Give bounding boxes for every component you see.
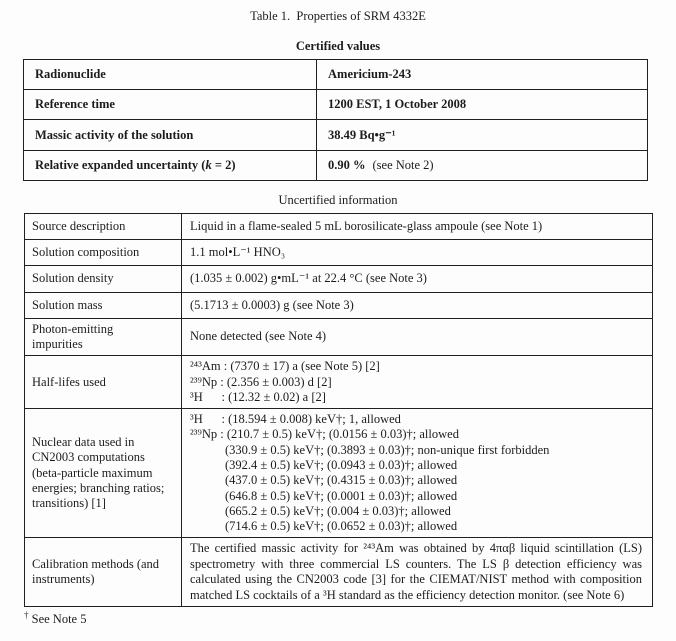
row-label: transitions) [1] xyxy=(32,496,106,511)
row-label: CN2003 computations xyxy=(32,450,145,465)
row-value-cell xyxy=(317,90,648,120)
row-value: Liquid in a flame-sealed 5 mL borosilicate-glass ampoule (see Note 1) xyxy=(190,219,543,233)
row-value-cell xyxy=(182,266,653,292)
table-row xyxy=(25,409,653,538)
table-row xyxy=(24,90,648,120)
row-label: Solution composition xyxy=(32,245,140,260)
row-label: Nuclear data used in xyxy=(32,435,135,450)
row-label-cell xyxy=(24,60,317,90)
row-value: 0.90 % xyxy=(328,158,366,172)
nuclear-data-line: (437.0 ± 0.5) keV†; (0.4315 ± 0.03)†; allowed xyxy=(225,473,458,488)
row-label: impurities xyxy=(32,337,83,352)
row-value-cell xyxy=(182,240,653,266)
row-label: (beta-particle maximum xyxy=(32,465,153,480)
row-label-cell xyxy=(25,409,182,538)
row-label-cell xyxy=(25,318,182,355)
dagger-footnote xyxy=(24,610,676,627)
row-label: Source description xyxy=(32,219,126,233)
certified-values-table xyxy=(23,59,648,181)
nuclear-data-line: (714.6 ± 0.5) keV†; (0.0652 ± 0.03)†; allowed xyxy=(225,519,458,534)
row-value-cell xyxy=(182,292,653,318)
table-row xyxy=(24,60,648,90)
row-label-k: k xyxy=(205,158,212,172)
nuclear-data-line: ³H : (18.594 ± 0.008) keV†; 1, allowed xyxy=(190,412,401,427)
row-label-cell xyxy=(25,266,182,292)
row-label-cell xyxy=(25,214,182,240)
table-row xyxy=(25,214,653,240)
nuclear-data-line: (330.9 ± 0.5) keV†; (0.3893 ± 0.03)†; non-unique first forbidden xyxy=(225,442,550,457)
row-label: Relative expanded uncertainty ( xyxy=(35,158,206,172)
calibration-paragraph: The certified massic activity for ²⁴³Am was obtained by 4παβ liquid scintillation (LS) spectrometry with three commercial LS counters. The LS β detection efficiency was calculated using the CN2003 code [3] for the CIEMAT/NIST method with composition matched LS cocktails of a ³H standard as the efficiency detection monitor. (see Note 6) xyxy=(190,541,642,602)
half-life-line: ³H : (12.32 ± 0.02) a [2] xyxy=(190,389,326,404)
row-value-cell xyxy=(317,60,648,90)
row-label: Massic activity of the solution xyxy=(35,127,194,142)
row-value: 1200 EST, 1 October 2008 xyxy=(328,97,467,111)
row-label: energies; branching ratios; xyxy=(32,480,165,495)
table-row xyxy=(25,292,653,318)
row-value-cell xyxy=(182,538,653,607)
row-label-cell xyxy=(24,151,317,181)
nuclear-data-line: (392.4 ± 0.5) keV†; (0.0943 ± 0.03)†; allowed xyxy=(225,458,458,472)
row-value-cell xyxy=(182,356,653,409)
footnote-text: See Note 5 xyxy=(28,612,87,627)
table-title: Table 1. Properties of SRM 4332E xyxy=(250,9,426,23)
table-row xyxy=(25,356,653,409)
table-row xyxy=(25,538,653,607)
row-label: Calibration methods (and xyxy=(32,557,160,572)
uncertified-information-table xyxy=(24,213,653,607)
row-value-cell xyxy=(182,214,653,240)
uncertified-information-heading: Uncertified information xyxy=(278,193,398,207)
certified-values-heading: Certified values xyxy=(295,39,381,53)
table-row xyxy=(25,240,653,266)
nuclear-data-line: ²³⁹Np : (210.7 ± 0.5) keV†; (0.0156 ± 0.03)†; allowed xyxy=(190,427,459,442)
row-label: Photon-emitting xyxy=(32,321,114,336)
row-value: 38.49 Bq•g⁻¹ xyxy=(328,128,396,142)
row-value-cell xyxy=(317,151,648,181)
table-row xyxy=(25,318,653,355)
row-label: instruments) xyxy=(32,572,95,587)
nuclear-data-line: (646.8 ± 0.5) keV†; (0.0001 ± 0.03)†; allowed xyxy=(225,488,458,503)
dagger-symbol: † xyxy=(24,610,29,621)
row-label-cell xyxy=(25,292,182,318)
row-value: 1.1 mol•L⁻¹ HNO₃ xyxy=(190,245,286,260)
row-label: Solution mass xyxy=(32,297,103,312)
row-value: None detected (see Note 4) xyxy=(190,329,327,344)
row-label-cell xyxy=(24,90,317,120)
half-life-line: ²³⁹Np : (2.356 ± 0.003) d [2] xyxy=(190,374,332,389)
row-value: Americium-243 xyxy=(328,67,412,81)
row-label: Reference time xyxy=(35,97,115,111)
row-label-cell xyxy=(25,538,182,607)
table-row xyxy=(24,151,648,181)
nuclear-data-line: (665.2 ± 0.5) keV†; (0.004 ± 0.03)†; allowed xyxy=(225,503,451,518)
half-life-line: ²⁴³Am : (7370 ± 17) a (see Note 5) [2] xyxy=(190,359,380,374)
row-label: Radionuclide xyxy=(35,67,106,81)
row-label-cell xyxy=(25,240,182,266)
row-label: Half-lifes used xyxy=(32,374,106,389)
row-label-suffix: = 2) xyxy=(211,158,236,172)
row-label: Solution density xyxy=(32,271,114,286)
row-label-cell xyxy=(24,120,317,151)
row-value: (1.035 ± 0.002) g•mL⁻¹ at 22.4 °C (see Note 3) xyxy=(190,271,427,286)
row-value-cell xyxy=(182,318,653,355)
row-value-note: (see Note 2) xyxy=(372,158,434,172)
row-value-cell xyxy=(317,120,648,151)
table-row xyxy=(25,266,653,292)
table-row xyxy=(24,120,648,151)
row-label-cell xyxy=(25,356,182,409)
row-value: (5.1713 ± 0.0003) g (see Note 3) xyxy=(190,297,354,312)
row-value-cell xyxy=(182,409,653,538)
